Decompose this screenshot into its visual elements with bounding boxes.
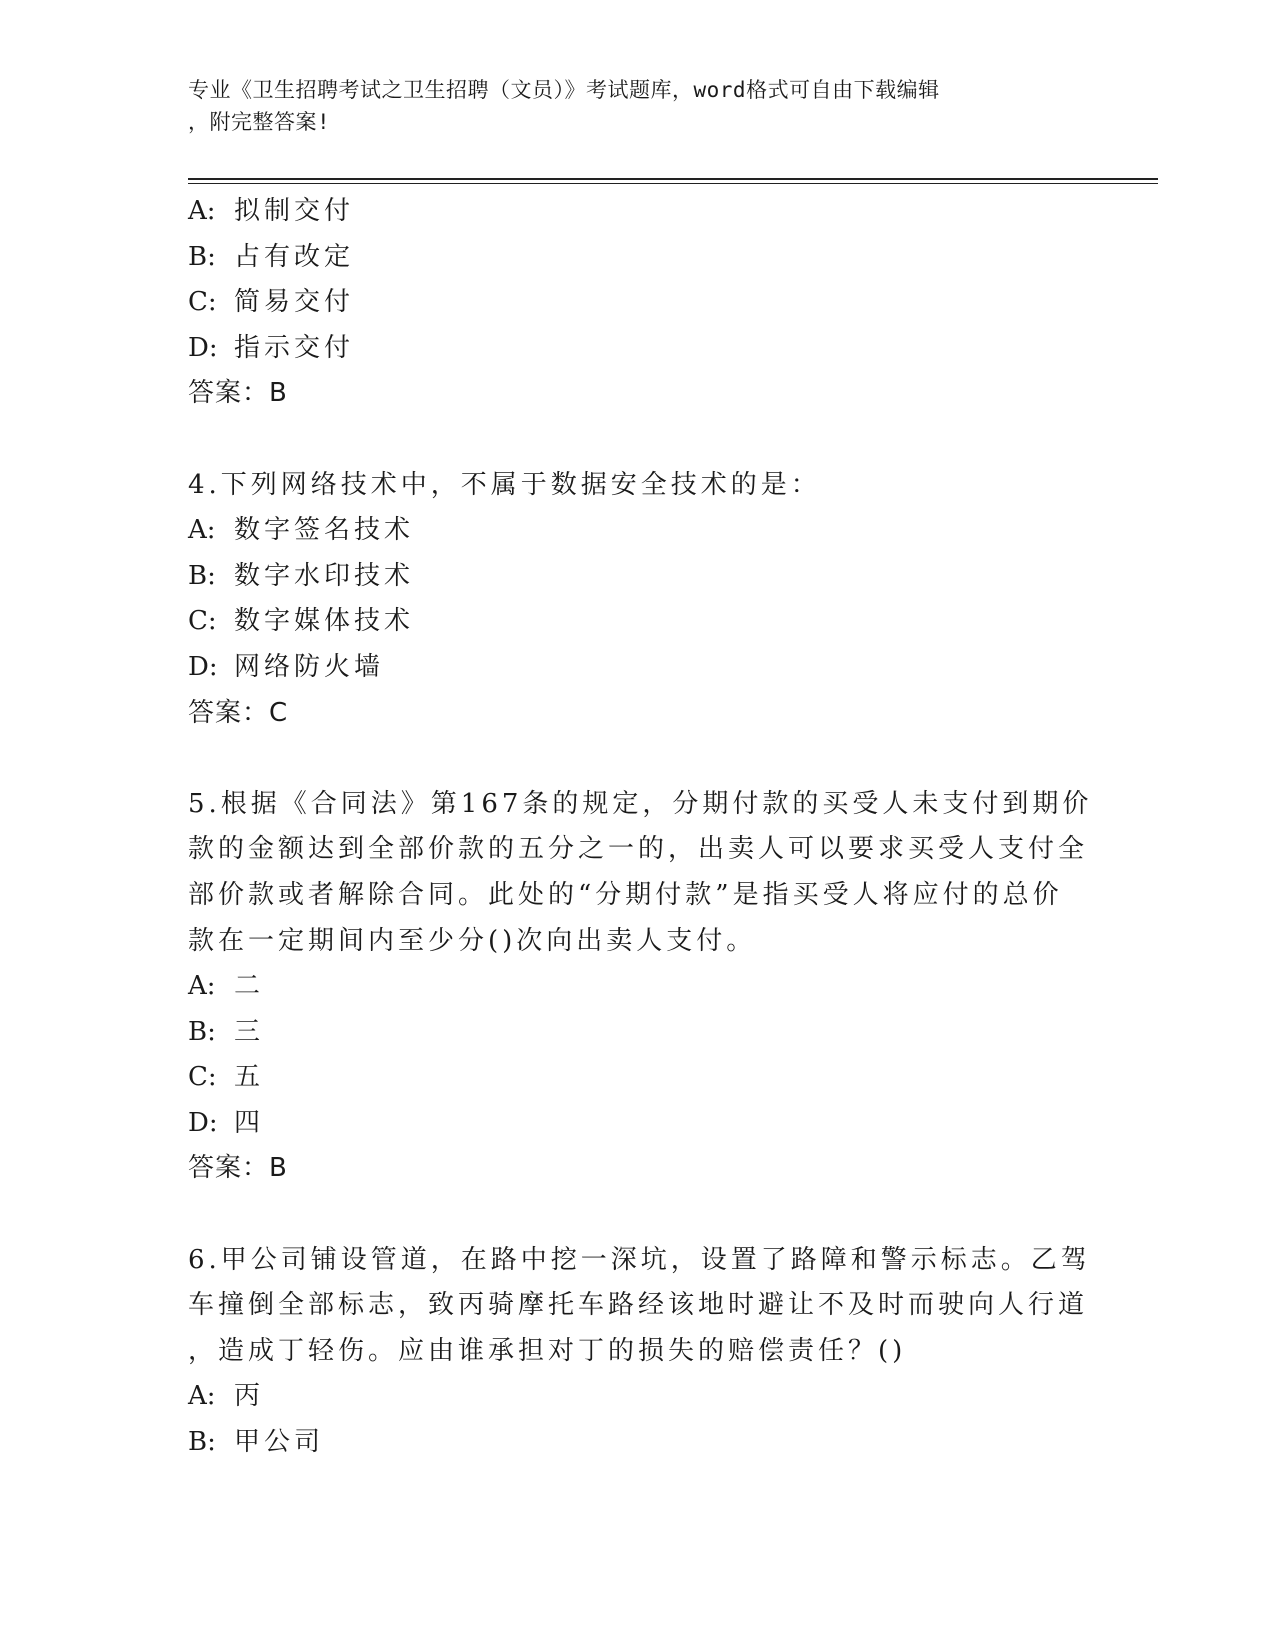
question-list (188, 189, 1093, 1466)
question-text-line: 5.根据《合同法》第167条的规定，分期付款的买受人未支付到期价 (188, 788, 1093, 819)
option-letter: B: (188, 560, 216, 591)
option-text: 简易交付 (234, 287, 355, 318)
option-a (188, 964, 1068, 1010)
option-b (188, 554, 1068, 600)
header-line-1: 专业《卫生招聘考试之卫生招聘（文员）》考试题库，word格式可自由下载编辑 (188, 78, 940, 102)
question-text-line: 款在一定期间内至少分()次向出卖人支付。 (188, 925, 757, 956)
question-3 (188, 189, 1068, 417)
option-text: 丙 (234, 1381, 265, 1412)
option-b (188, 235, 1068, 281)
option-text: 四 (234, 1107, 265, 1138)
option-a (188, 189, 1068, 235)
option-letter: C: (188, 287, 217, 318)
option-letter: D: (188, 1107, 218, 1138)
question-4 (188, 463, 1068, 737)
answer-line: 答案：B (188, 1153, 288, 1184)
question-text-line: ，造成丁轻伤。应由谁承担对丁的损失的赔偿责任？() (188, 1335, 907, 1366)
option-text: 三 (234, 1016, 265, 1047)
question-6 (188, 1238, 1091, 1466)
option-letter: C: (188, 606, 217, 637)
option-letter: A: (188, 1381, 216, 1412)
option-d (188, 645, 1068, 691)
option-text: 数字媒体技术 (234, 606, 415, 637)
option-letter: A: (188, 515, 216, 546)
option-c (188, 1055, 1068, 1101)
question-text-line: 部价款或者解除合同。此处的“分期付款”是指买受人将应付的总价 (188, 879, 1063, 910)
option-text: 甲公司 (234, 1427, 325, 1458)
option-a (188, 508, 1068, 554)
option-text: 占有改定 (234, 241, 355, 272)
option-letter: A: (188, 971, 216, 1002)
option-text: 数字水印技术 (234, 560, 415, 591)
option-letter: B: (188, 1427, 216, 1458)
option-letter: A: (188, 196, 216, 226)
option-c (188, 599, 1068, 645)
document-header (188, 74, 1068, 138)
spacer (188, 736, 1068, 782)
option-text: 拟制交付 (234, 196, 355, 226)
answer-line: 答案：C (188, 697, 289, 728)
question-text: 4.下列网络技术中，不属于数据安全技术的是： (188, 469, 821, 500)
question-text-line: 6.甲公司铺设管道，在路中挖一深坑，设置了路障和警示标志。乙驾 (188, 1244, 1091, 1275)
option-c (188, 280, 1068, 326)
option-d (188, 326, 1068, 372)
option-letter: B: (188, 1016, 216, 1047)
option-letter: D: (188, 332, 218, 363)
option-d (188, 1101, 1068, 1147)
option-letter: C: (188, 1062, 217, 1093)
option-text: 指示交付 (234, 332, 355, 363)
spacer (188, 1192, 1068, 1238)
option-text: 二 (234, 971, 265, 1002)
option-a (188, 1374, 1068, 1420)
option-text: 网络防火墙 (234, 651, 385, 682)
question-text-line: 车撞倒全部标志，致丙骑摩托车路经该地时避让不及时而驶向人行道 (188, 1290, 1089, 1321)
header-divider-thin (188, 183, 1158, 184)
spacer (188, 417, 1068, 463)
option-text: 五 (234, 1062, 265, 1093)
option-letter: B: (188, 241, 216, 272)
option-b (188, 1010, 1068, 1056)
option-text: 数字签名技术 (234, 515, 415, 546)
header-line-2: ，附完整答案! (188, 110, 331, 134)
question-text-line: 款的金额达到全部价款的五分之一的，出卖人可以要求买受人支付全 (188, 834, 1089, 865)
answer-line: 答案：B (188, 378, 288, 409)
question-5 (188, 782, 1093, 1192)
option-b (188, 1420, 1068, 1466)
option-letter: D: (188, 651, 218, 682)
header-divider-thick (188, 178, 1158, 180)
